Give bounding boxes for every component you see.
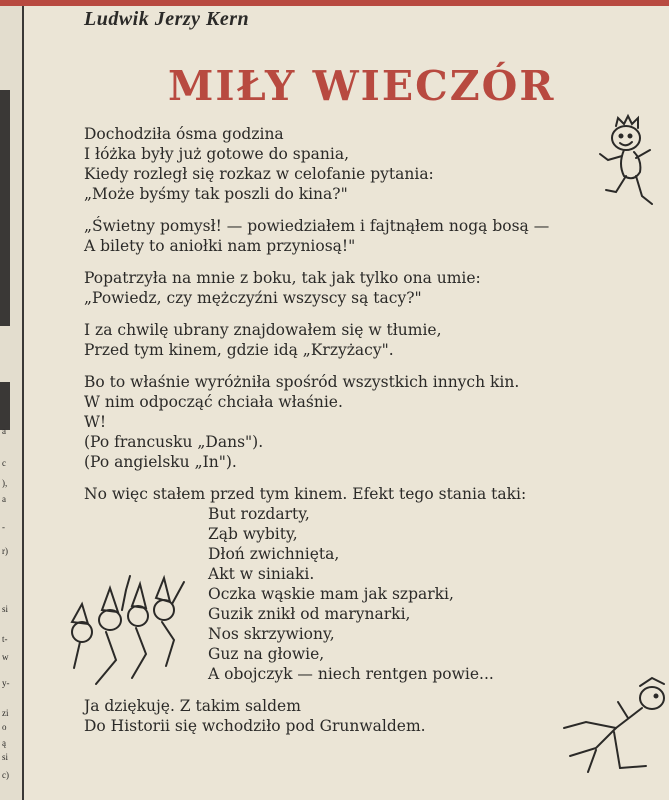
adjacent-dark-box	[0, 382, 10, 430]
poem-stanza	[84, 372, 664, 472]
top-red-rule	[0, 0, 669, 6]
poem-line: „Powiedz, czy mężczyźni wszyscy są tacy?"	[84, 289, 422, 307]
poem-line: W!	[84, 413, 107, 431]
poem-stanza	[84, 216, 664, 256]
poem-stanza	[84, 124, 664, 204]
column-fragment-text: c	[2, 458, 6, 468]
poem-line: Przed tym kinem, gdzie idą „Krzyżacy".	[84, 341, 394, 359]
column-fragment-text: a	[2, 426, 6, 436]
poem-line: Bo to właśnie wyróżniła spośród wszystkich innych kin.	[84, 373, 520, 391]
adjacent-photo-strip	[0, 90, 10, 326]
dancing-man-illustration	[594, 112, 664, 216]
poem-line: „Świetny pomysł! — powiedziałem i fajtnąłem nogą bosą —	[84, 217, 550, 235]
column-fragment-text: zi	[2, 708, 9, 718]
poem-line-indented: Oczka wąskie mam jak szparki,	[208, 585, 454, 603]
poem-line: (Po francusku „Dans").	[84, 433, 264, 451]
article-author: Ludwik Jerzy Kern	[84, 8, 250, 30]
poem-line: I za chwilę ubrany znajdowałem się w tłumie,	[84, 321, 442, 339]
column-fragment-text: si	[2, 604, 9, 614]
poem-line-indented: But rozdarty,	[208, 505, 310, 523]
poem-line: „Może byśmy tak poszli do kina?"	[84, 185, 348, 203]
column-fragment-text: r)	[2, 546, 8, 556]
poem-line: Do Historii się wchodziło pod Grunwaldem.	[84, 717, 426, 735]
poem-line: W nim odpocząć chciała właśnie.	[84, 393, 343, 411]
poem-line-indented: Guz na głowie,	[208, 645, 325, 663]
poem-line: No więc stałem przed tym kinem. Efekt tego stania taki:	[84, 485, 527, 503]
column-fragment-text: ą	[2, 738, 6, 748]
poem-line-indented: Guzik znikł od marynarki,	[208, 605, 411, 623]
column-fragment-text: a	[2, 494, 6, 504]
reclining-man-illustration	[556, 672, 669, 780]
crowd-illustration	[66, 570, 196, 690]
column-fragment-text: ),	[2, 478, 8, 488]
poem-line: I łóżka były już gotowe do spania,	[84, 145, 349, 163]
poem-line-indented: Dłoń zwichnięta,	[208, 545, 340, 563]
column-fragment-text: o	[2, 722, 7, 732]
poem-stanza	[84, 268, 664, 308]
poem-line: Popatrzyła na mnie z boku, tak jak tylko ona umie:	[84, 269, 481, 287]
column-fragment-text: t-	[2, 634, 8, 644]
column-fragment-text: y-	[2, 678, 10, 688]
poem-line-indented: Nos skrzywiony,	[208, 625, 335, 643]
poem-line: (Po angielsku „In").	[84, 453, 237, 471]
column-fragment-text: w	[2, 652, 9, 662]
column-fragment-text: c)	[2, 770, 9, 780]
poem-line: A bilety to aniołki nam przyniosą!"	[84, 237, 356, 255]
poem-line-indented: A obojczyk — niech rentgen powie...	[208, 665, 494, 683]
article-title: MIŁY WIECZÓR	[168, 62, 556, 110]
poem-line: Dochodziła ósma godzina	[84, 125, 284, 143]
poem-line-indented: Akt w siniaki.	[208, 565, 315, 583]
poem-line: Kiedy rozległ się rozkaz w celofanie pytania:	[84, 165, 434, 183]
poem-line-indented: Ząb wybity,	[208, 525, 298, 543]
adjacent-column-fragment	[0, 6, 24, 800]
column-fragment-text: si	[2, 752, 9, 762]
poem-line: Ja dziękuję. Z takim saldem	[84, 697, 301, 715]
column-fragment-text: -	[2, 522, 5, 532]
poem-stanza	[84, 320, 664, 360]
